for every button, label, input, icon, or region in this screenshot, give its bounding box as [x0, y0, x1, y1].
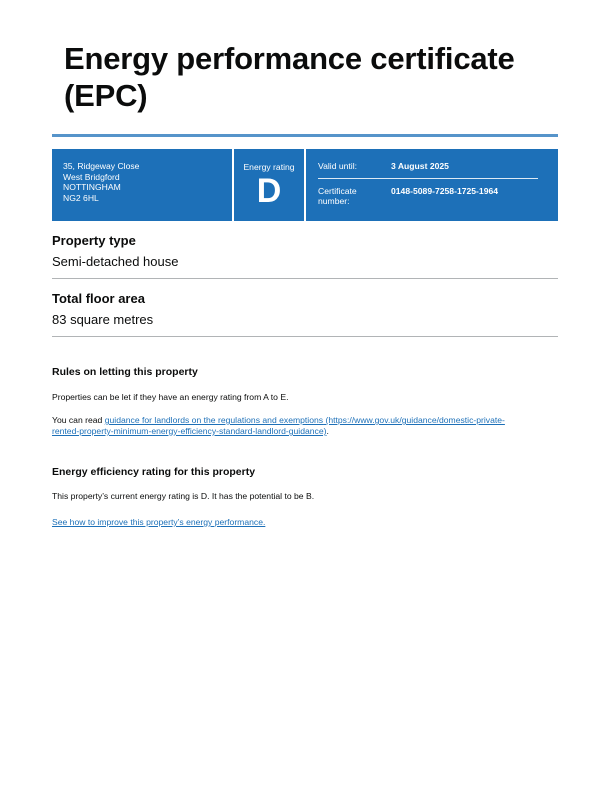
- address-line-3: NOTTINGHAM: [63, 182, 121, 193]
- letting-heading: Rules on letting this property: [52, 366, 198, 378]
- address-block: [52, 149, 234, 221]
- certificate-number-row: [318, 186, 538, 207]
- efficiency-heading: Energy efficiency rating for this property: [52, 466, 256, 478]
- landlord-guidance-link[interactable]: [52, 415, 505, 436]
- property-type-section: [52, 233, 558, 270]
- address-postcode: NG2 6HL: [63, 192, 99, 203]
- letting-paragraph-1: Properties can be let if they have an energy rating from A to E.: [52, 392, 289, 402]
- valid-until-row: [318, 161, 538, 172]
- energy-rating-block: [234, 149, 306, 221]
- property-type-heading: Property type: [52, 233, 136, 248]
- section-divider: [52, 336, 558, 337]
- landlord-guidance-link-url-1: (https://www.gov.uk/guidance/domestic-private-: [323, 415, 505, 425]
- landlord-guidance-link-text: guidance for landlords on the regulations and exemptions: [104, 415, 324, 425]
- certificate-number-value: 0148-5089-7258-1725-1964: [391, 185, 499, 196]
- certificate-label-line-2: number:: [318, 196, 350, 207]
- section-divider: [52, 278, 558, 279]
- energy-rating-band: D: [256, 172, 282, 210]
- energy-rating-label: Energy rating: [243, 162, 295, 172]
- floor-area-heading: Total floor area: [52, 291, 145, 306]
- letting-paragraph-suffix: .: [326, 426, 329, 436]
- landlord-guidance-link-url-2: rented-property-minimum-energy-efficiency-standard-landlord-guidance): [52, 426, 327, 436]
- valid-until-value: 3 August 2025: [391, 161, 449, 171]
- valid-until-label: Valid until:: [318, 161, 358, 171]
- summary-banner: [52, 149, 558, 221]
- address-line-1: 35, Ridgeway Close: [63, 161, 140, 171]
- page-title: Energy performance certificate (EPC): [64, 41, 515, 113]
- property-type-value: Semi-detached house: [52, 254, 179, 269]
- improve-performance-link[interactable]: See how to improve this property’s energy performance.: [52, 517, 266, 527]
- meta-divider: [318, 178, 538, 179]
- address-line-2: West Bridgford: [63, 171, 120, 182]
- certificate-meta: [306, 149, 558, 221]
- floor-area-value: 83 square metres: [52, 312, 154, 327]
- letting-paragraph-2: [52, 415, 552, 437]
- improve-link-container: [52, 517, 552, 528]
- efficiency-paragraph: This property’s current energy rating is D. It has the potential to be B.: [52, 491, 315, 501]
- floor-area-section: [52, 291, 558, 328]
- letting-paragraph-prefix: You can read: [52, 415, 105, 425]
- title-divider: [52, 134, 558, 137]
- certificate-number-label: [318, 186, 391, 207]
- certificate-label-line-1: Certificate: [318, 185, 357, 196]
